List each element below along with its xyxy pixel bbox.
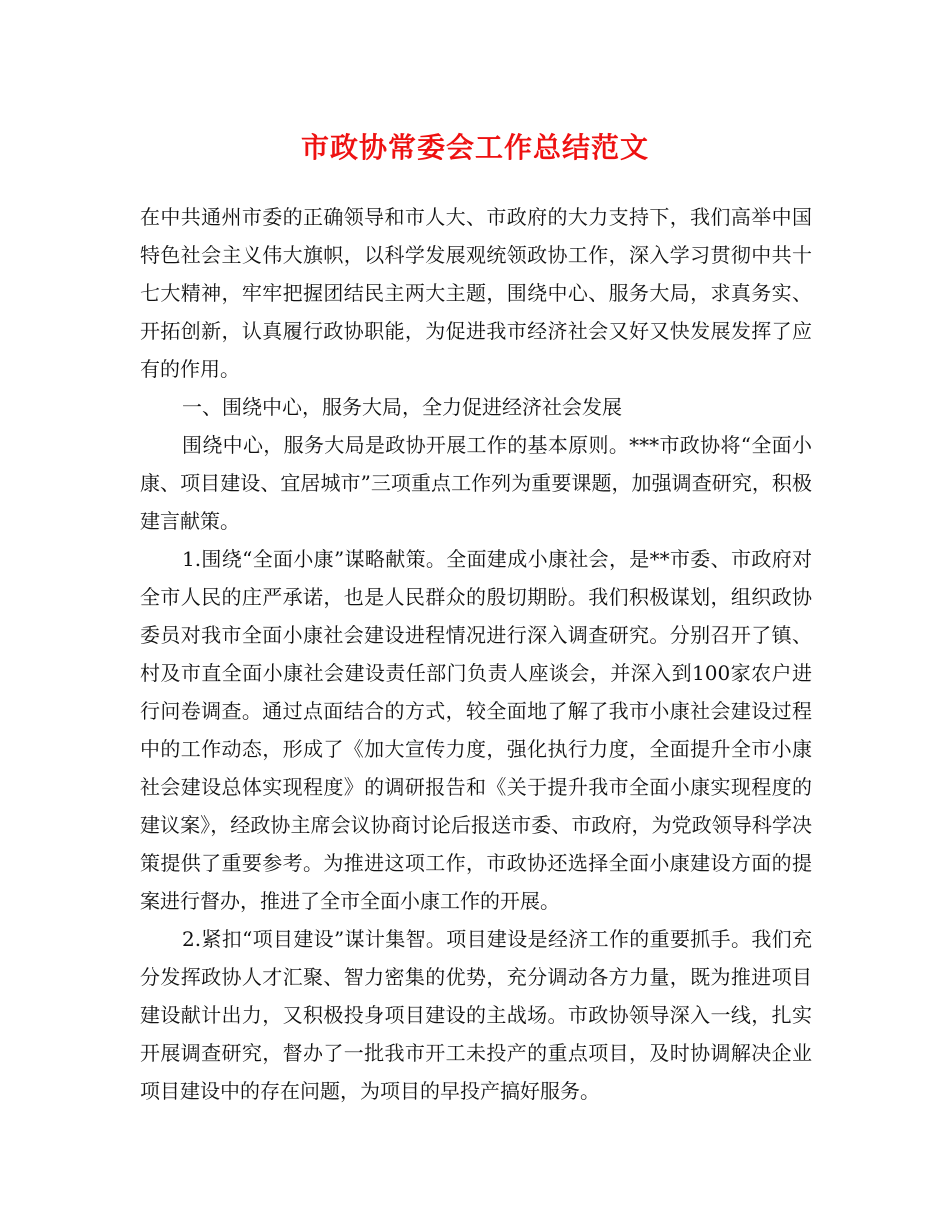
paragraph-item-2: 2.紧扣“项目建设”谋计集智。项目建设是经济工作的重要抓手。我们充分发挥政协人才汇聚、智力密集的优势，充分调动各方力量，既为推进项目建设献计出力，又积极投身项目建设的主战场。市政协领导深入一线，扎实开展调查研究，督办了一批我市开工未投产的重点项目，及时协调解决企业项目建设中的存在问题，为项目的早投产搞好服务。 bbox=[140, 927, 812, 1103]
paragraph-item-1: 1.围绕“全面小康”谋略献策。全面建成小康社会，是**市委、市政府对全市人民的庄严承诺，也是人民群众的殷切期盼。我们积极谋划，组织政协委员对我市全面小康社会建设进程情况进行深入调查研究。分别召开了镇、村及市直全面小康社会建设责任部门负责人座谈会，并深入到100家农户进行问卷调查。通过点面结合的方式，较全面地了解了我市小康社会建设过程中的工作动态，形成了《加大宣传力度，强化执行力度，全面提升全市小康社会建设总体实现程度》的调研报告和《关于提升我市全面小康实现程度的建议案》，经政协主席会议协商讨论后报送市委、市政府，为党政领导科学决策提供了重要参考。为推进这项工作，市政协还选择全面小康建设方面的提案进行督办，推进了全市全面小康工作的开展。 bbox=[140, 547, 812, 913]
section-heading: 一、围绕中心，服务大局，全力促进经济社会发展 bbox=[182, 395, 622, 419]
intro-paragraph: 在中共通州市委的正确领导和市人大、市政府的大力支持下，我们高举中国特色社会主义伟大旗帜，以科学发展观统领政协工作，深入学习贯彻中共十七大精神，牢牢把握团结民主两大主题，围绕中心、服务大局，求真务实、开拓创新，认真履行政协职能，为促进我市经济社会又好又快发展发挥了应有的作用。 bbox=[140, 205, 812, 381]
document-title: 市政协常委会工作总结范文 bbox=[300, 131, 649, 164]
document-body bbox=[140, 198, 812, 1110]
paragraph-principle: 围绕中心，服务大局是政协开展工作的基本原则。***市政协将“全面小康、项目建设、宜居城市”三项重点工作列为重要课题，加强调查研究，积极建言献策。 bbox=[140, 433, 812, 533]
